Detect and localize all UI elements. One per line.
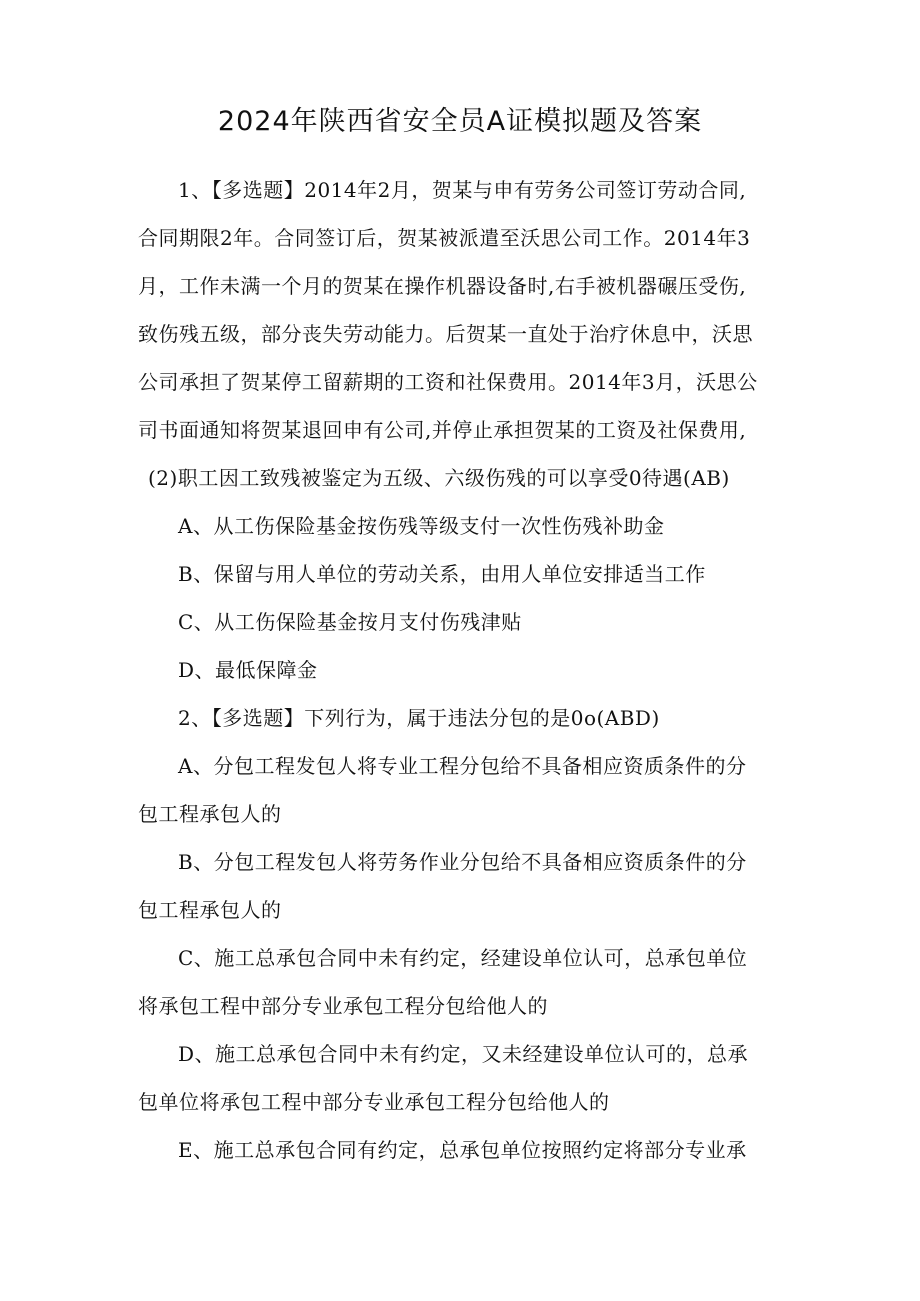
question-1-sub-question: (2)职工因工致残被鉴定为五级、六级伤残的可以享受0待遇(AB): [148, 466, 730, 490]
question-1-text: 公司承担了贺某停工留薪期的工资和社保费用。2014年3月，沃思公: [138, 370, 758, 394]
option-text-line: 包工程承包人的: [138, 802, 282, 826]
option-text-line: A、分包工程发包人将专业工程分包给不具备相应资质条件的分: [178, 754, 747, 778]
option-text-line: B、分包工程发包人将劳务作业分包给不具备相应资质条件的分: [178, 850, 747, 874]
question-2-option-e: [138, 1126, 786, 1174]
question-1-option-c: C、从工伤保险基金按月支付伤残津贴: [178, 610, 522, 634]
option-text-line: E、施工总承包合同有约定，总承包单位按照约定将部分专业承: [178, 1138, 747, 1162]
question-2-option-d: [138, 1030, 786, 1126]
question-2: [138, 694, 786, 1174]
question-2-stem: 2、【多选题】下列行为，属于违法分包的是0o(ABD): [178, 706, 660, 730]
question-1-line-3: [138, 262, 786, 310]
question-1-text: 致伤残五级，部分丧失劳动能力。后贺某一直处于治疗休息中，沃思: [138, 322, 753, 346]
question-1-line-1: [138, 166, 786, 214]
option-text-line: D、施工总承包合同中未有约定，又未经建设单位认可的，总承: [178, 1042, 749, 1066]
question-1-line-5: [138, 358, 786, 406]
question-2-option-b: [138, 838, 786, 934]
question-1-text: 月，工作未满一个月的贺某在操作机器设备时,右手被机器碾压受伤,: [138, 274, 747, 298]
question-2-option-c: [138, 934, 786, 1030]
question-1-text: 司书面通知将贺某退回申有公司,并停止承担贺某的工资及社保费用,: [138, 418, 747, 442]
question-1-option-b: B、保留与用人单位的劳动关系，由用人单位安排适当工作: [178, 562, 706, 586]
document-title: 2024年陕西省安全员A证模拟题及答案: [217, 106, 703, 137]
question-1-line-4: [138, 310, 786, 358]
option-text-line: 将承包工程中部分专业承包工程分包给他人的: [138, 994, 548, 1018]
question-1-text: 合同期限2年。合同签订后，贺某被派遣至沃思公司工作。2014年3: [138, 226, 751, 250]
document-body: [138, 166, 786, 1174]
question-1-option-a: A、从工伤保险基金按伤残等级支付一次性伤残补助金: [178, 514, 665, 538]
question-1-line-6: [138, 406, 786, 454]
question-1: [138, 166, 786, 694]
option-text-line: C、施工总承包合同中未有约定，经建设单位认可，总承包单位: [178, 946, 748, 970]
question-1-text: 1、【多选题】2014年2月，贺某与申有劳务公司签订劳动合同,: [178, 178, 747, 202]
question-1-option-d: D、最低保障金: [178, 658, 318, 682]
option-text-line: 包工程承包人的: [138, 898, 282, 922]
question-2-option-a: [138, 742, 786, 838]
option-text-line: 包单位将承包工程中部分专业承包工程分包给他人的: [138, 1090, 610, 1114]
question-1-line-2: [138, 214, 786, 262]
